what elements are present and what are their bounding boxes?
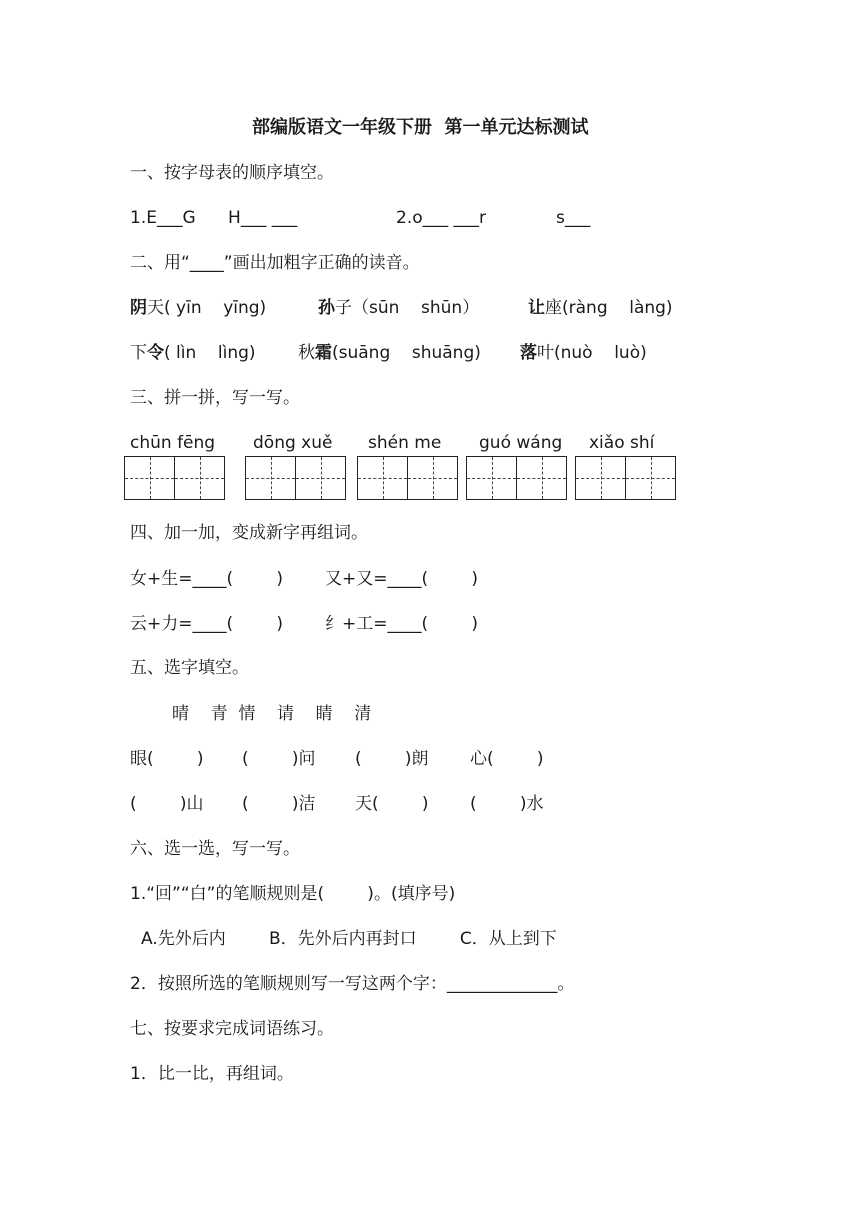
- bold-char: 阴: [130, 298, 147, 318]
- writing-grid[interactable]: [466, 456, 567, 500]
- section-4-heading: 四、加一加，变成新字再组词。: [130, 523, 368, 543]
- s1-question-1: 1.E___G H___ ___: [130, 208, 298, 228]
- s6-options: A.先外后内 B．先外后内再封口 C．从上到下: [141, 929, 557, 949]
- pinyin-label: shén me: [368, 433, 442, 453]
- pinyin-label: xiǎo shí: [589, 433, 655, 453]
- s6-question-2: 2．按照所选的笔顺规则写一写这两个字：_____________。: [130, 974, 575, 994]
- section-5-heading: 五、选字填空。: [130, 658, 249, 678]
- s6-question-1: 1.“回”“白”的笔顺规则是( )。(填序号): [130, 884, 456, 904]
- bold-char: 落: [520, 343, 537, 363]
- s7-question-1: 1．比一比，再组词。: [130, 1064, 294, 1084]
- reading-item: [520, 340, 647, 366]
- section-6-heading: 六、选一选，写一写。: [130, 839, 300, 859]
- writing-grid[interactable]: [575, 456, 676, 500]
- writing-grid[interactable]: [357, 456, 458, 500]
- pinyin-label: guó wáng: [479, 433, 563, 453]
- fill-item: ( )水: [470, 794, 544, 814]
- writing-grid[interactable]: [124, 456, 225, 500]
- s1-question-3: s___: [556, 208, 591, 228]
- fill-item: ( )山: [130, 794, 204, 814]
- page-title: 部编版语文一年级下册 第一单元达标测试: [252, 117, 589, 138]
- reading-item: [298, 340, 481, 366]
- fill-item: ( )洁: [242, 794, 316, 814]
- writing-grid[interactable]: [245, 456, 346, 500]
- add-item: 纟+工=____( ): [325, 614, 478, 634]
- bold-char: 孙: [318, 298, 335, 318]
- section-7-heading: 七、按要求完成词语练习。: [130, 1019, 334, 1039]
- reading-item: [318, 295, 479, 321]
- section-1-heading: 一、按字母表的顺序填空。: [130, 163, 334, 183]
- fill-item: 心( ): [470, 749, 544, 769]
- s1-question-2: 2.o___ ___r: [396, 208, 487, 228]
- bold-char: 令: [147, 343, 164, 363]
- pinyin-label: dōng xuě: [253, 433, 333, 453]
- add-item: 女+生=____( ): [130, 569, 283, 589]
- reading-options: 天( yīn yīng): [147, 298, 267, 318]
- reading-options: (suāng shuāng): [332, 343, 481, 363]
- writing-grid-row: [0, 456, 860, 502]
- add-item: 又+又=____( ): [325, 569, 478, 589]
- plain-char: 下: [130, 343, 147, 363]
- reading-item: [130, 295, 266, 321]
- fill-item: ( )朗: [355, 749, 429, 769]
- reading-options: ( lìn lìng): [164, 343, 256, 363]
- add-item: 云+力=____( ): [130, 614, 283, 634]
- character-choices: 晴 青 情 请 睛 清: [172, 704, 372, 724]
- section-2-heading: 二、用“____”画出加粗字正确的读音。: [130, 253, 420, 273]
- reading-item: [130, 340, 256, 366]
- pinyin-label: chūn fēng: [130, 433, 216, 453]
- plain-char: 秋: [298, 343, 315, 363]
- bold-char: 让: [528, 298, 545, 318]
- bold-char: 霜: [315, 343, 332, 363]
- reading-options: 子（sūn shūn）: [335, 298, 480, 318]
- reading-item: [528, 295, 673, 321]
- fill-item: 天( ): [355, 794, 429, 814]
- fill-item: 眼( ): [130, 749, 204, 769]
- fill-item: ( )问: [242, 749, 316, 769]
- section-3-heading: 三、拼一拼，写一写。: [130, 388, 300, 408]
- reading-options: 座(ràng làng): [545, 298, 673, 318]
- reading-options: 叶(nuò luò): [537, 343, 647, 363]
